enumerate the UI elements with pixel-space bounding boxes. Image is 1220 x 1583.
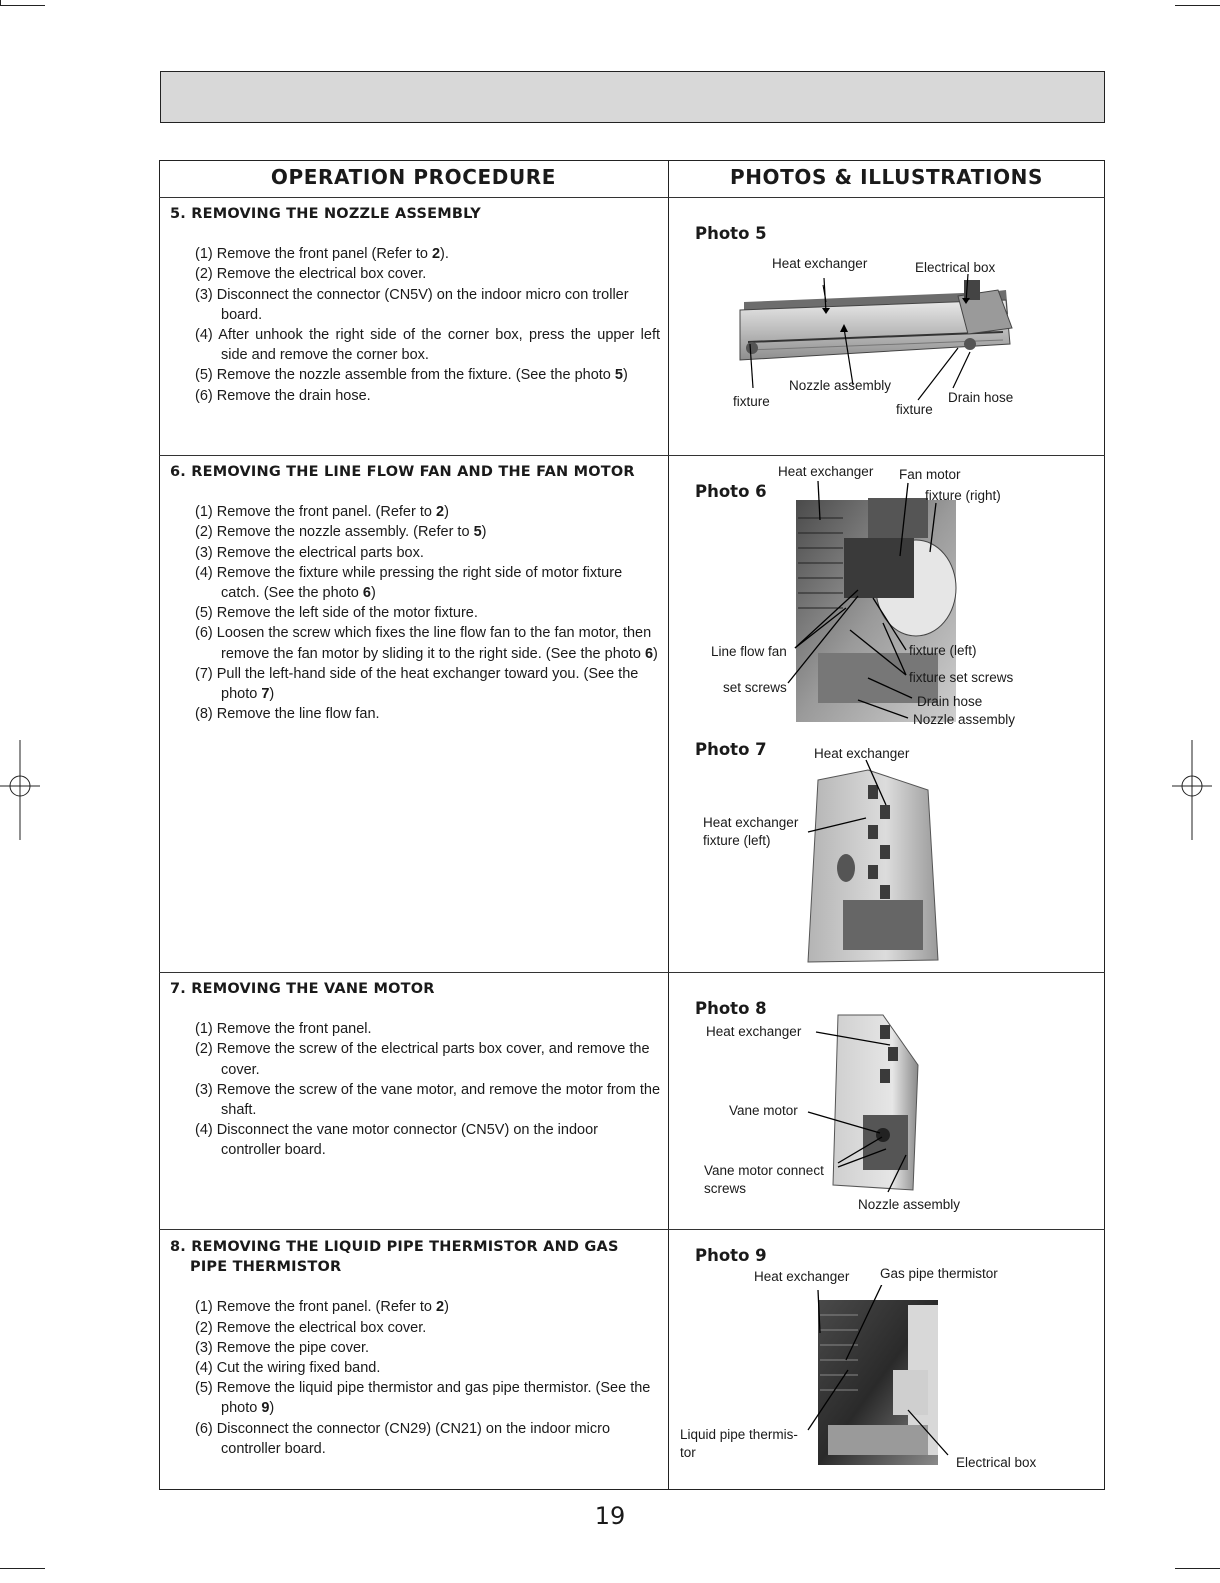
photo-9-label: Photo 9 xyxy=(695,1246,767,1265)
row-divider xyxy=(159,455,1105,456)
section-nozzle-assembly xyxy=(170,204,660,406)
label-heat-exchanger: Heat exchanger xyxy=(772,256,868,271)
step: (6) Remove the drain hose. xyxy=(195,387,371,404)
section-title: 8. REMOVING THE LIQUID PIPE THERMISTOR AND GAS PIPE THERMISTOR xyxy=(170,1239,619,1276)
step: (1) Remove the front panel. (Refer to 2) xyxy=(195,1299,449,1316)
photo-7-image xyxy=(668,750,1108,970)
crop-mark xyxy=(1175,5,1220,6)
crop-mark xyxy=(0,1568,45,1569)
label-gas-pipe-thermistor: Gas pipe thermistor xyxy=(880,1266,998,1281)
label-vane-motor: Vane motor xyxy=(729,1103,798,1118)
step: (5) Remove the nozzle assemble from the fixture. (See the photo 5) xyxy=(195,367,628,384)
step: (4) Disconnect the vane motor connector (CN5V) on the indoor controller board. xyxy=(195,1122,598,1159)
label-fan-motor: Fan motor xyxy=(899,467,961,482)
step: (4) After unhook the right side of the corner box, press the upper left side and remove the corner box. xyxy=(195,327,660,364)
step: (8) Remove the line flow fan. xyxy=(195,706,380,723)
step: (3) Remove the electrical parts box. xyxy=(195,544,424,561)
row-divider xyxy=(159,197,1105,198)
row-divider xyxy=(159,972,1105,973)
label-fixture: fixture xyxy=(733,394,770,409)
step: (2) Remove the electrical box cover. xyxy=(195,266,427,283)
column-header-operation: OPERATION PROCEDURE xyxy=(270,165,557,189)
label-nozzle-assembly: Nozzle assembly xyxy=(913,712,1016,727)
label-fixture-set-screws: fixture set screws xyxy=(909,670,1014,685)
column-header-photos: PHOTOS & ILLUSTRATIONS xyxy=(729,165,1044,189)
section-title: 5. REMOVING THE NOZZLE ASSEMBLY xyxy=(170,206,481,222)
step: (3) Remove the pipe cover. xyxy=(195,1339,370,1356)
page-number: 19 xyxy=(594,1502,626,1530)
step: (3) Remove the screw of the vane motor, and remove the motor from the shaft. xyxy=(195,1081,661,1119)
label-fixture-right: fixture (right) xyxy=(925,488,1001,503)
label-liquid-pipe-thermistor: Liquid pipe thermis- tor xyxy=(680,1427,798,1460)
label-set-screws: set screws xyxy=(723,680,787,695)
step: (1) Remove the front panel. (Refer to 2) xyxy=(195,504,449,521)
label-nozzle-assembly: Nozzle assembly xyxy=(789,378,892,393)
step: (2) Remove the nozzle assembly. (Refer to 5) xyxy=(195,524,487,541)
label-electrical-box: Electrical box xyxy=(956,1455,1037,1470)
step: (4) Cut the wiring fixed band. xyxy=(195,1360,381,1377)
section-title: 7. REMOVING THE VANE MOTOR xyxy=(170,981,435,997)
label-line-flow-fan: Line flow fan xyxy=(711,644,787,659)
photo-6-label: Photo 6 xyxy=(695,482,767,501)
crop-mark xyxy=(1175,1568,1220,1569)
step: (7) Pull the left-hand side of the heat exchanger toward you. (See the photo 7) xyxy=(195,665,639,703)
step: (1) Remove the front panel. xyxy=(195,1021,372,1038)
label-electrical-box: Electrical box xyxy=(915,260,996,275)
step: (2) Remove the screw of the electrical parts box cover, and remove the cover. xyxy=(195,1041,650,1078)
step: (6) Disconnect the connector (CN29) (CN21) on the indoor micro controller board. xyxy=(195,1420,611,1457)
label-drain-hose: Drain hose xyxy=(948,390,1014,405)
registration-mark-left xyxy=(0,740,40,840)
label-fixture: fixture xyxy=(896,402,933,417)
label-heat-exchanger: Heat exchanger xyxy=(814,746,910,761)
label-vane-motor-connect-screws: Vane motor connect screws xyxy=(704,1163,824,1196)
step: (6) Loosen the screw which fixes the line flow fan to the fan motor, then remove the fan motor by sliding it to the right side. (See the photo 6) xyxy=(195,625,658,662)
header-band xyxy=(160,71,1105,123)
step: (3) Disconnect the connector (CN5V) on the indoor micro con troller board. xyxy=(195,286,629,323)
registration-mark-right xyxy=(1172,740,1212,840)
section-vane-motor xyxy=(170,979,660,1161)
step: (1) Remove the front panel (Refer to 2). xyxy=(195,246,449,263)
photo-5-label: Photo 5 xyxy=(695,224,767,243)
photo-8-label: Photo 8 xyxy=(695,999,767,1018)
row-divider xyxy=(159,1229,1105,1230)
photo-5-image xyxy=(668,240,1108,440)
section-thermistors xyxy=(170,1237,660,1459)
step: (2) Remove the electrical box cover. xyxy=(195,1319,427,1336)
label-fixture-left: fixture (left) xyxy=(909,643,977,658)
section-line-flow-fan xyxy=(170,462,660,724)
step: (5) Remove the left side of the motor fixture. xyxy=(195,605,478,622)
label-nozzle-assembly: Nozzle assembly xyxy=(858,1197,961,1212)
label-heat-exchanger: Heat exchanger xyxy=(754,1269,850,1284)
step: (5) Remove the liquid pipe thermistor and gas pipe thermistor. (See the photo 9) xyxy=(195,1380,651,1417)
photo-7-label: Photo 7 xyxy=(695,740,767,759)
section-title: 6. REMOVING THE LINE FLOW FAN AND THE FAN MOTOR xyxy=(170,464,635,480)
label-heat-exchanger-fixture: Heat exchanger fixture (left) xyxy=(703,815,799,848)
crop-mark xyxy=(0,5,45,6)
label-heat-exchanger: Heat exchanger xyxy=(706,1024,802,1039)
label-heat-exchanger: Heat exchanger xyxy=(778,464,874,479)
label-drain-hose: Drain hose xyxy=(917,694,983,709)
step: (4) Remove the fixture while pressing the right side of motor fixture catch. (See the photo 6) xyxy=(195,564,623,602)
